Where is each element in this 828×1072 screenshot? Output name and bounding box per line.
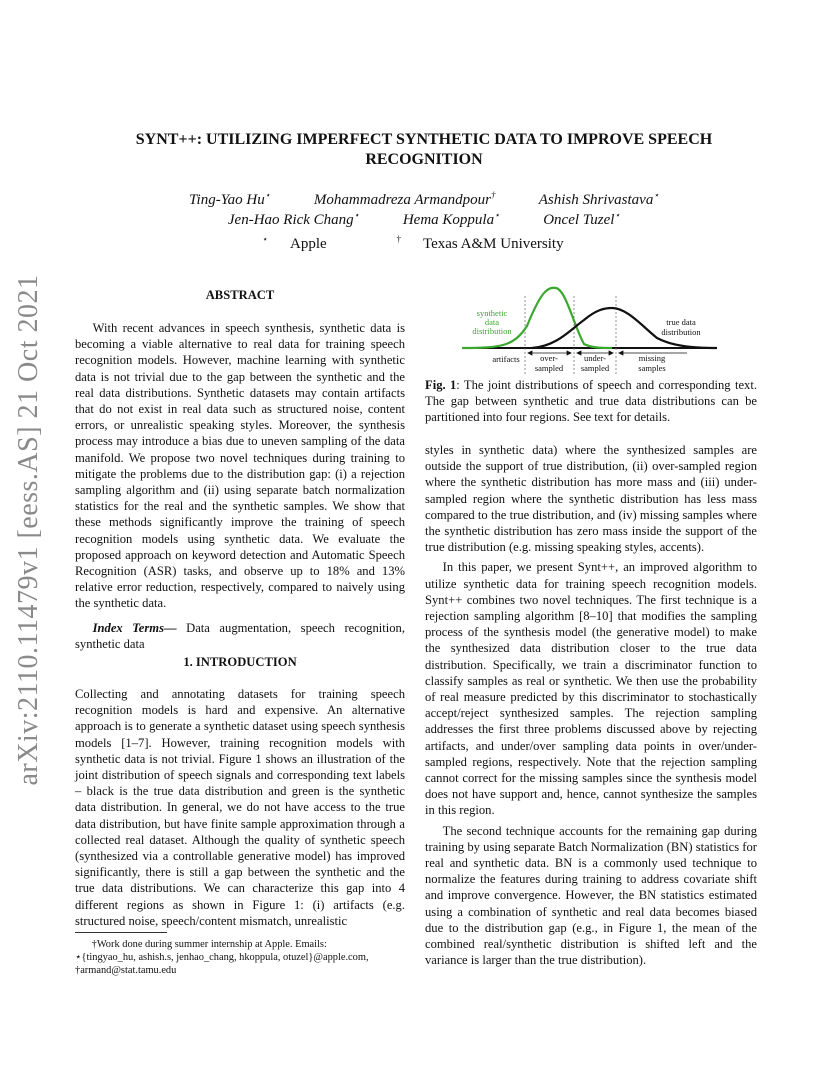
index-terms: Index Terms— Data augmentation, speech recognition, synthetic data [75, 620, 405, 651]
region-label: sampled [534, 363, 564, 373]
svg-text:synthetic: synthetic [476, 308, 508, 318]
svg-text:data: data [484, 317, 500, 327]
svg-text:distribution: distribution [661, 327, 701, 337]
region-label: missing [638, 353, 666, 363]
affiliations [80, 234, 768, 253]
author: Mohammadreza Armandpour† [313, 190, 496, 208]
arxiv-sidebar [6, 274, 52, 786]
region-label: sampled [580, 363, 610, 373]
region-label: artifacts [492, 354, 520, 364]
footnote: †Work done during summer internship at Apple. Emails: ⋆{tingyao_hu, ashish.s, jenhao_chang, hkoppula, otuzel}@apple.com, †armand@stat.tamu.edu [75, 939, 369, 976]
abstract-body [75, 320, 405, 652]
region-label: under- [583, 353, 607, 363]
synthetic-label [472, 308, 512, 336]
author-row-1 [80, 190, 768, 209]
svg-text:true data: true data [666, 317, 696, 327]
right-column-body [425, 442, 757, 969]
region-label: over- [540, 353, 558, 363]
author: Jen-Hao Rick Chang⋆ [227, 210, 360, 228]
figure-1-caption: Fig. 1: The joint distributions of speech and corresponding text. The gap between synthetic and true data distributions can be partitioned into four regions. See text for details. [425, 378, 757, 425]
paragraph: styles in synthetic data) where the synthesized samples are outside the support of true distribution, (ii) over-sampled region where the synthetic distribution has more mass and (iii) under-sampled region where the synthetic distribution has less mass compared to the true distribution, and (iv) missing samples where the synthetic distribution has zero mass inside the support of the true distribution (e.g. missing speaking styles, accents). [425, 443, 757, 555]
paragraph: The second technique accounts for the remaining gap during training by using separate Batch Normalization (BN) statistics for real and synthetic data. BN is a commonly used technique to normalize the features during training to address covariate shift and improve convergence. However, the BN statistics estimated using a combination of synthetic and real data becomes biased due to the distribution gap (e.g., in Figure 1, the mean of the combined real/synthetic distribution is shifted left and the variance is larger than the true distribution). [425, 823, 757, 968]
abstract-heading: ABSTRACT [205, 288, 275, 302]
paragraph: In this paper, we present Synt++, an improved algorithm to utilize synthetic data for training speech recognition models. Synt++ combines two novel techniques. The first technique is a rejection sampling algorithm [8–10] that modifies the sampling process of the synthesis model (the generative model) to make the synthesized data distribution closer to the true data distribution. Specifically, we train a discriminator function to classify samples as real or synthetic. We then use the probability of real measure predicted by this discriminator to stochastically accept/reject synthesized samples. The rejection sampling addresses the first three problems discussed above by rejecting artifacts, and under/over sampling data points in over/under-sampled regions, respectively. Note that the rejection sampling cannot correct for the missing samples since the synthesis model does not have support and, hence, cannot synthesize the samples in this region. [425, 560, 757, 818]
footnote-rule [75, 932, 167, 933]
region-label: samples [638, 363, 666, 373]
svg-text:distribution: distribution [472, 326, 512, 336]
paragraph: Collecting and annotating datasets for training speech recognition models is hard and expensive. An alternative approach is to generate a synthetic dataset using speech synthesis models [1–7]. However, training recognition models with synthetic data is not trivial. Figure 1 shows an illustration of the joint distribution of speech signals and corresponding text labels – black is the true data distribution and green is the synthetic data distribution. In general, we do not have access to the true data distribution, but have finite sample approximation through a collected real dataset. Although the quality of synthetic speech (synthesized via a controllable generative model) has improved significantly, there is still a gap between the synthetic and the true data distributions. We can characterize this gap into 4 different regions as shown in Figure 1: (i) artifacts (e.g. structured noise, speech/content mismatch, unrealistic [75, 687, 405, 928]
author: Oncel Tuzel⋆ [543, 210, 621, 228]
true-label [661, 317, 701, 337]
author: Ting-Yao Hu⋆ [189, 190, 271, 208]
paper-title: SYNT++: UTILIZING IMPERFECT SYNTHETIC DATA TO IMPROVE SPEECH RECOGNITION [135, 131, 713, 168]
author-row-2 [80, 210, 768, 229]
intro-body [75, 686, 405, 929]
figure-1-diagram [452, 286, 752, 376]
section-heading-intro: 1. INTRODUCTION [183, 655, 297, 669]
author: Ashish Shrivastava⋆ [538, 190, 659, 208]
arxiv-id: arXiv:2110.11479v1 [eess.AS] 21 Oct 2021 [13, 274, 44, 786]
author: Hema Koppula⋆ [402, 210, 500, 228]
affiliation: ⋆ Apple [262, 234, 327, 252]
affiliation: † Texas A&M University [396, 234, 564, 252]
abstract-text: With recent advances in speech synthesis, synthetic data is becoming a viable alternative to real data for training speech recognition models. However, machine learning with synthetic data is not trivial due to the gap between the synthetic and the real data distributions. Synthetic datasets may contain artifacts that do not exist in real data such as structured noise, content errors, or unrealistic speaking styles. Moreover, the synthesis process may introduce a bias due to uneven sampling of the data manifold. We propose two novel techniques during training to mitigate the problems due to the distribution gap: (i) a rejection sampling algorithm and (ii) using separate batch normalization statistics for the real and the synthetic samples. We show that these methods significantly improve the training of speech recognition models using synthetic data. We evaluate the proposed approach on keyword detection and Automatic Speech Recognition (ASR) tasks, and observe up to 18% and 13% relative error reduction, respectively, compared to naively using the synthetic data. [75, 321, 405, 611]
